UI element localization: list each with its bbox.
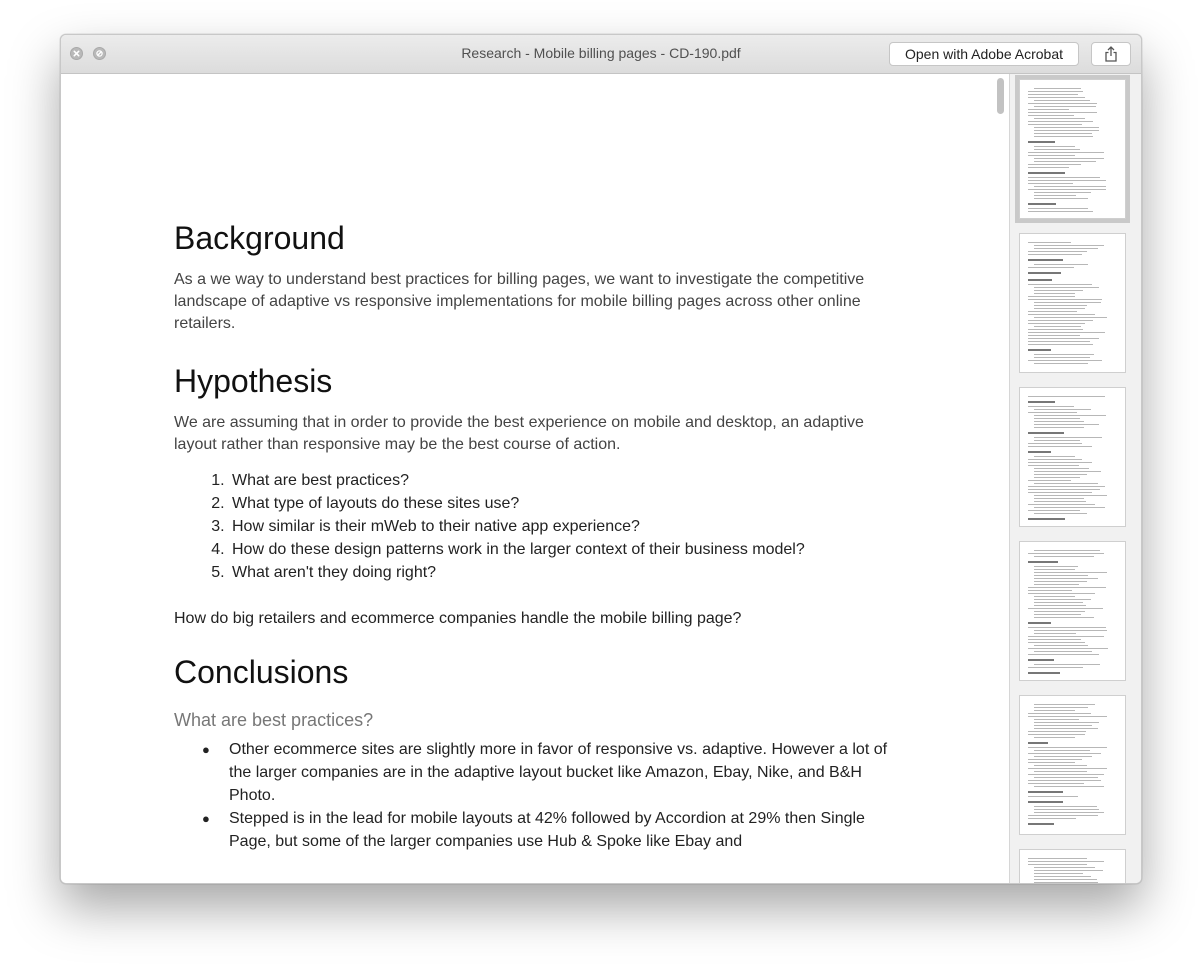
thumbnail-text-line — [1028, 211, 1093, 212]
thumbnail-text-line — [1028, 311, 1077, 312]
thumbnail-text-line — [1028, 115, 1074, 116]
thumbnail-text-line — [1028, 284, 1092, 285]
thumbnail-text-line — [1028, 109, 1069, 110]
thumbnail-text-line — [1034, 664, 1100, 665]
thumbnail-text-line — [1028, 762, 1075, 763]
conclusions-subheading: What are best practices? — [174, 710, 374, 730]
thumbnail-text-line — [1028, 553, 1104, 554]
thumbnail-text-line — [1034, 149, 1080, 150]
thumbnail-text-line — [1028, 486, 1105, 487]
thumbnail-text-line — [1034, 501, 1086, 502]
thumbnail-text-line — [1028, 462, 1092, 463]
thumbnail-text-line — [1034, 507, 1105, 508]
thumbnail-text-line — [1028, 94, 1078, 95]
thumbnail-text-line — [1034, 245, 1104, 246]
thumbnail-text-line — [1034, 630, 1107, 631]
thumbnail-text-line — [1034, 584, 1079, 585]
window-title: Research - Mobile billing pages - CD-190.pdf — [461, 45, 741, 61]
thumbnail-text-line — [1034, 158, 1104, 159]
hypothesis-heading: Hypothesis — [174, 363, 333, 399]
thumbnail-text-line — [1028, 636, 1104, 637]
preview-window — [60, 34, 1142, 884]
page-thumbnail-3[interactable] — [1019, 387, 1126, 527]
thumbnail-text-line — [1028, 480, 1071, 481]
list-item: ● Other ecommerce sites are slightly more in favor of responsive vs. adaptive. However a lot of the larger companies are in the adaptive layout bucket like Amazon, Ebay, Nike, and B&H Photo. — [229, 738, 894, 807]
thumbnail-text-line — [1034, 409, 1091, 410]
page-thumbnail-1[interactable] — [1019, 79, 1126, 219]
thumbnail-text-line — [1028, 818, 1076, 819]
thumbnail-text-line — [1034, 483, 1098, 484]
thumbnail-text-line — [1034, 599, 1091, 600]
thumbnail-text-line — [1028, 412, 1077, 413]
thumbnail-text-line — [1028, 627, 1106, 628]
thumbnail-text-line — [1028, 180, 1106, 181]
thumbnail-text-line — [1034, 192, 1091, 193]
conclusions-list — [174, 738, 894, 853]
thumbnail-heading-line — [1028, 518, 1065, 520]
thumbnail-text-line — [1028, 121, 1093, 122]
thumbnail-text-line — [1034, 418, 1080, 419]
thumbnail-text-line — [1034, 136, 1093, 137]
thumbnail-heading-line — [1028, 659, 1054, 661]
thumbnail-text-line — [1028, 713, 1091, 714]
thumbnail-text-line — [1034, 569, 1075, 570]
thumbnail-text-line — [1028, 296, 1075, 297]
thumbnail-text-line — [1028, 504, 1095, 505]
thumbnail-text-line — [1034, 130, 1099, 131]
thumbnail-heading-line — [1028, 279, 1052, 281]
thumbnail-text-line — [1028, 648, 1108, 649]
share-icon — [1104, 46, 1118, 62]
list-item: 4. How do these design patterns work in the larger context of their business model? — [229, 538, 894, 561]
thumbnail-text-line — [1034, 198, 1088, 199]
thumbnail-text-line — [1034, 317, 1107, 318]
share-button[interactable] — [1091, 42, 1131, 66]
thumbnail-heading-line — [1028, 203, 1056, 205]
thumbnail-text-line — [1034, 513, 1087, 514]
thumbnail-text-line — [1028, 183, 1073, 184]
thumbnail-text-line — [1028, 510, 1080, 511]
thumbnail-text-line — [1034, 308, 1085, 309]
thumbnail-heading-line — [1028, 791, 1063, 793]
title-bar[interactable] — [61, 35, 1141, 74]
thumbnail-text-line — [1034, 719, 1079, 720]
thumbnail-text-line — [1028, 747, 1107, 748]
thumbnail-text-line — [1028, 97, 1085, 98]
thumbnail-text-line — [1028, 465, 1079, 466]
thumbnail-text-line — [1034, 572, 1107, 573]
thumbnail-heading-line — [1028, 172, 1065, 174]
thumbnail-text-line — [1034, 867, 1095, 868]
thumbnail-text-line — [1028, 774, 1104, 775]
background-paragraph: As a we way to understand best practices for billing pages, we want to investigate the competitive landscape of adaptive vs responsive implementations for mobile billing pages across other online retailers. — [174, 271, 865, 332]
page-thumbnail-4[interactable] — [1019, 541, 1126, 681]
thumbnail-text-line — [1034, 812, 1104, 813]
thumbnail-text-line — [1028, 335, 1080, 336]
thumbnail-heading-line — [1028, 349, 1051, 351]
hypothesis-paragraph: We are assuming that in order to provide the best experience on mobile and desktop, an adaptive layout rather than responsive may be the best course of action. — [174, 414, 864, 453]
thumbnail-text-line — [1034, 474, 1087, 475]
thumbnail-text-line — [1028, 152, 1104, 153]
list-item: 3. How similar is their mWeb to their native app experience? — [229, 515, 894, 538]
thumbnail-text-line — [1028, 124, 1082, 125]
thumbnail-text-line — [1034, 556, 1094, 557]
thumbnail-text-line — [1028, 189, 1106, 190]
thumbnail-text-line — [1034, 771, 1087, 772]
thumbnail-text-line — [1034, 750, 1090, 751]
thumbnail-text-line — [1034, 873, 1083, 874]
thumbnail-text-line — [1028, 492, 1092, 493]
thumbnail-text-line — [1034, 725, 1092, 726]
thumbnail-text-line — [1028, 861, 1104, 862]
thumbnail-text-line — [1034, 133, 1092, 134]
thumbnail-text-line — [1028, 768, 1107, 769]
page-thumbnail-5[interactable] — [1019, 695, 1126, 835]
thumbnail-text-line — [1034, 290, 1083, 291]
thumbnail-text-line — [1034, 424, 1099, 425]
thumbnail-text-line — [1028, 642, 1085, 643]
thumbnail-text-line — [1034, 495, 1107, 496]
thumbnail-text-line — [1028, 267, 1074, 268]
thumbnail-text-line — [1034, 427, 1084, 428]
thumbnail-text-line — [1028, 91, 1083, 92]
thumbnail-text-line — [1034, 614, 1081, 615]
list-item: ● Stepped is in the lead for mobile layouts at 42% followed by Accordion at 29% then Single Page, but some of the larger companies use Hub & Spoke like Ebay and — [229, 807, 894, 853]
page-thumbnail-6[interactable] — [1019, 849, 1126, 883]
thumbnail-text-line — [1034, 737, 1075, 738]
thumbnail-text-line — [1034, 756, 1092, 757]
thumbnail-text-line — [1034, 88, 1081, 89]
thumbnail-text-line — [1028, 338, 1099, 339]
thumbnail-heading-line — [1028, 742, 1048, 744]
thumbnail-text-line — [1028, 780, 1101, 781]
thumbnail-text-line — [1028, 103, 1097, 104]
thumbnail-text-line — [1034, 566, 1078, 567]
thumbnail-heading-line — [1028, 672, 1060, 674]
document-scrollbar[interactable] — [995, 74, 1007, 883]
thumbnail-text-line — [1028, 734, 1085, 735]
thumbnail-text-line — [1028, 332, 1105, 333]
thumbnail-text-line — [1034, 596, 1075, 597]
thumbnail-text-line — [1034, 809, 1099, 810]
thumbnail-text-line — [1028, 459, 1082, 460]
thumbnail-text-line — [1034, 765, 1087, 766]
thumbnail-text-line — [1034, 477, 1080, 478]
thumbnail-sidebar[interactable] — [1010, 74, 1141, 883]
document-scroll-thumb[interactable] — [997, 78, 1004, 114]
thumbnail-text-line — [1028, 654, 1099, 655]
thumbnail-text-line — [1034, 326, 1081, 327]
thumbnail-heading-line — [1028, 432, 1064, 434]
thumbnail-text-line — [1034, 118, 1085, 119]
thumbnail-text-line — [1028, 667, 1083, 668]
thumbnail-text-line — [1028, 593, 1095, 594]
thumbnail-text-line — [1034, 633, 1076, 634]
thumbnail-text-line — [1034, 786, 1104, 787]
thumbnail-text-line — [1028, 608, 1103, 609]
thumbnail-text-line — [1034, 581, 1087, 582]
thumbnail-text-line — [1028, 396, 1105, 397]
thumbnail-text-line — [1028, 716, 1107, 717]
thumbnail-text-line — [1034, 498, 1084, 499]
thumbnail-text-line — [1034, 707, 1088, 708]
thumbnail-text-line — [1034, 100, 1090, 101]
thumbnail-text-line — [1028, 341, 1090, 342]
thumbnail-text-line — [1034, 575, 1088, 576]
document-page — [174, 220, 894, 853]
thumbnail-text-line — [1028, 858, 1087, 859]
list-item: 2. What type of layouts do these sites use? — [229, 492, 894, 515]
document-view[interactable] — [61, 74, 1010, 883]
list-item: 1. What are best practices? — [229, 469, 894, 492]
background-heading: Background — [174, 220, 345, 256]
thumbnail-text-line — [1034, 127, 1099, 128]
thumbnail-text-line — [1034, 605, 1086, 606]
thumbnail-text-line — [1034, 471, 1101, 472]
thumbnail-text-line — [1028, 155, 1075, 156]
thumbnail-heading-line — [1028, 801, 1063, 803]
thumbnail-text-line — [1034, 550, 1100, 551]
thumbnail-text-line — [1034, 146, 1075, 147]
thumbnail-heading-line — [1028, 259, 1063, 261]
thumbnail-heading-line — [1028, 401, 1055, 403]
closing-question: How do big retailers and ecommerce companies handle the mobile billing page? — [174, 610, 742, 627]
thumbnail-heading-line — [1028, 823, 1054, 825]
thumbnail-text-line — [1034, 456, 1075, 457]
thumbnail-heading-line — [1028, 141, 1055, 143]
thumbnail-text-line — [1028, 360, 1102, 361]
thumbnail-text-line — [1034, 357, 1090, 358]
thumbnail-text-line — [1034, 722, 1099, 723]
open-with-acrobat-button[interactable]: Open with Adobe Acrobat — [889, 42, 1079, 66]
thumbnail-text-line — [1034, 578, 1098, 579]
thumbnail-text-line — [1034, 302, 1101, 303]
conclusions-heading: Conclusions — [174, 654, 349, 690]
thumbnail-text-line — [1028, 783, 1084, 784]
thumbnail-text-line — [1028, 759, 1082, 760]
thumbnail-text-line — [1028, 864, 1087, 865]
thumbnail-text-line — [1028, 329, 1083, 330]
thumbnail-heading-line — [1028, 451, 1051, 453]
thumbnail-text-line — [1028, 446, 1092, 447]
thumbnail-text-line — [1028, 251, 1087, 252]
thumbnail-text-line — [1034, 645, 1088, 646]
thumbnail-text-line — [1028, 314, 1095, 315]
close-icon — [71, 48, 82, 59]
thumbnail-text-line — [1028, 323, 1085, 324]
minimize-icon — [94, 48, 105, 59]
thumbnail-text-line — [1028, 753, 1101, 754]
thumbnail-text-line — [1034, 287, 1099, 288]
thumbnail-text-line — [1034, 437, 1102, 438]
thumbnail-heading-line — [1028, 622, 1051, 624]
thumbnail-text-line — [1028, 208, 1088, 209]
thumbnail-text-line — [1034, 602, 1083, 603]
thumbnail-text-line — [1034, 161, 1096, 162]
thumbnail-text-line — [1034, 363, 1088, 364]
thumbnail-heading-line — [1028, 561, 1058, 563]
thumbnail-text-line — [1028, 177, 1100, 178]
thumbnail-text-line — [1028, 443, 1082, 444]
thumbnail-text-line — [1028, 587, 1106, 588]
thumbnail-text-line — [1028, 590, 1072, 591]
questions-list — [174, 469, 894, 584]
thumbnail-heading-line — [1028, 272, 1061, 274]
thumbnail-text-line — [1034, 710, 1075, 711]
page-thumbnail-2[interactable] — [1019, 233, 1126, 373]
minimize-button[interactable] — [93, 47, 106, 60]
thumbnail-text-line — [1028, 320, 1093, 321]
thumbnail-text-line — [1028, 167, 1069, 168]
thumbnail-text-line — [1028, 639, 1081, 640]
thumbnail-text-line — [1034, 421, 1084, 422]
thumbnail-text-line — [1034, 106, 1096, 107]
thumbnail-text-line — [1028, 815, 1098, 816]
thumbnail-text-line — [1034, 415, 1106, 416]
thumbnail-text-line — [1034, 879, 1097, 880]
thumbnail-text-line — [1034, 611, 1085, 612]
thumbnail-text-line — [1034, 617, 1094, 618]
thumbnail-text-line — [1028, 489, 1100, 490]
thumbnail-text-line — [1034, 704, 1095, 705]
thumbnail-text-line — [1034, 728, 1098, 729]
thumbnail-text-line — [1034, 870, 1103, 871]
thumbnail-text-line — [1034, 293, 1075, 294]
thumbnail-text-line — [1034, 264, 1088, 265]
thumbnail-text-line — [1034, 305, 1087, 306]
thumbnail-text-line — [1028, 406, 1074, 407]
thumbnail-text-line — [1034, 468, 1089, 469]
thumbnail-text-line — [1034, 806, 1097, 807]
thumbnail-text-line — [1028, 242, 1071, 243]
thumbnail-text-line — [1034, 876, 1091, 877]
thumbnail-text-line — [1028, 112, 1097, 113]
thumbnail-text-line — [1028, 164, 1081, 165]
thumbnail-text-line — [1034, 651, 1092, 652]
thumbnail-text-line — [1034, 248, 1098, 249]
thumbnail-text-line — [1028, 344, 1093, 345]
thumbnail-text-line — [1034, 777, 1098, 778]
thumbnail-text-line — [1034, 195, 1076, 196]
thumbnail-text-line — [1028, 796, 1078, 797]
thumbnail-text-line — [1034, 882, 1098, 883]
thumbnail-text-line — [1028, 254, 1082, 255]
thumbnail-text-line — [1034, 440, 1080, 441]
thumbnail-text-line — [1034, 186, 1106, 187]
thumbnail-text-line — [1034, 354, 1094, 355]
close-button[interactable] — [70, 47, 83, 60]
list-item: 5. What aren't they doing right? — [229, 561, 894, 584]
thumbnail-text-line — [1028, 299, 1102, 300]
thumbnail-text-line — [1028, 731, 1086, 732]
